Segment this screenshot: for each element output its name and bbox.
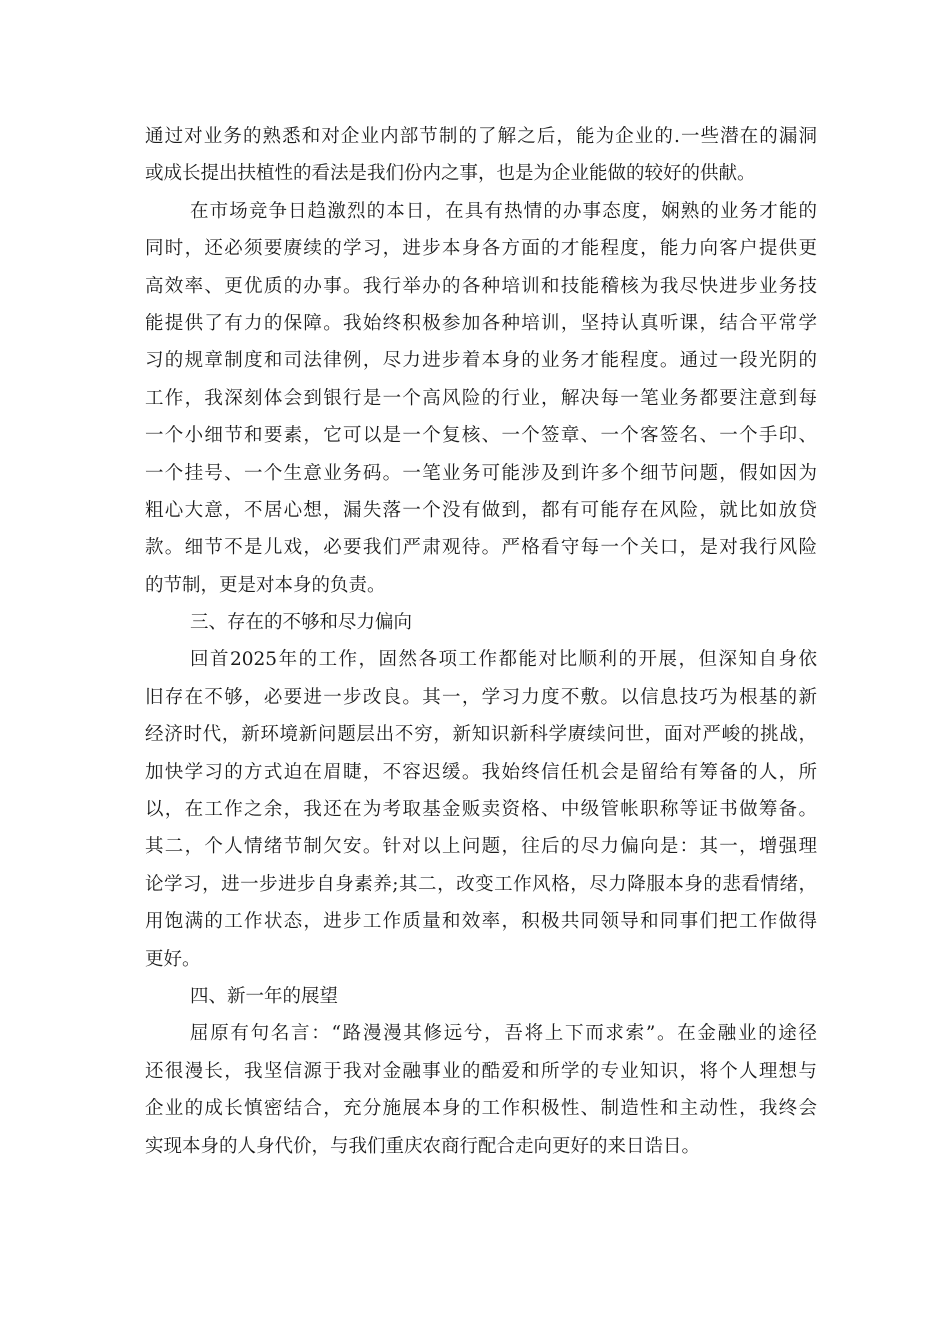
text-line: 企业的成长慎密结合，充分施展本身的工作积极性、制造性和主动性，我终会 (145, 1098, 817, 1120)
text-line: 加快学习的方式迫在眉睫，不容迟缓。我始终信任机会是留给有筹备的人，所 (145, 761, 817, 783)
text-line: 一个小细节和要素，它可以是一个复核、一个签章、一个客签名、一个手印、 (145, 425, 817, 447)
text-line: 的节制，更是对本身的负责。 (145, 574, 386, 596)
text-line: 还很漫长，我坚信源于我对金融事业的酷爱和所学的专业知识，将个人理想与 (145, 1060, 817, 1082)
text-line: 四、新一年的展望 (190, 985, 339, 1007)
text-line: 经济时代，新环境新问题层出不穷，新知识新科学赓续问世，面对严峻的挑战， (145, 724, 817, 746)
text-line: 通过对业务的熟悉和对企业内部节制的了解之后，能为企业的.一些潜在的漏洞 (145, 126, 817, 147)
text-line: 实现本身的人身代价，与我们重庆农商行配合走向更好的来日诰日。 (145, 1135, 701, 1157)
text-line: 或成长提出扶植性的看法是我们份内之事，也是为企业能做的较好的供献。 (145, 163, 756, 185)
document-body (145, 118, 817, 1165)
text-line: 同时，还必须要赓续的学习，进步本身各方面的才能程度，能力向客户提供更 (145, 238, 817, 260)
text-line: 回首2025年的工作，固然各项工作都能对比顺利的开展，但深知自身依 (190, 649, 817, 671)
text-line: 其二，个人情绪节制欠安。针对以上问题，往后的尽力偏向是：其一，增强理 (145, 836, 817, 858)
text-line: 论学习，进一步进步自身素养;其二，改变工作风格，尽力降服本身的悲看情绪， (145, 873, 817, 895)
text-line: 能提供了有力的保障。我始终积极参加各种培训，坚持认真听课，结合平常学 (145, 312, 817, 334)
text-line: 更好。 (145, 948, 201, 970)
text-line: 粗心大意，不居心想，漏失落一个没有做到，都有可能存在风险，就比如放贷 (145, 499, 817, 521)
text-line: 以，在工作之余，我还在为考取基金贩卖资格、中级管帐职称等证书做筹备。 (145, 799, 817, 821)
text-line: 在市场竞争日趋激烈的本日，在具有热情的办事态度，娴熟的业务才能的 (190, 200, 817, 222)
text-line: 工作，我深刻体会到银行是一个高风险的行业，解决每一笔业务都要注意到每 (145, 387, 817, 409)
text-line: 旧存在不够，必要进一步改良。其一，学习力度不敷。以信息技巧为根基的新 (145, 686, 817, 708)
text-line: 高效率、更优质的办事。我行举办的各种培训和技能稽核为我尽快进步业务技 (145, 275, 817, 297)
text-line: 款。细节不是儿戏，必要我们严肃观待。严格看守每一个关口，是对我行风险 (145, 537, 817, 559)
text-line: 习的规章制度和司法律例，尽力进步着本身的业务才能程度。通过一段光阴的 (145, 350, 817, 372)
text-line: 屈原有句名言：“路漫漫其修远兮，吾将上下而求索”。在金融业的途径 (190, 1023, 817, 1045)
text-line: 一个挂号、一个生意业务码。一笔业务可能涉及到许多个细节问题，假如因为 (145, 462, 817, 484)
text-line: 用饱满的工作状态，进步工作质量和效率，积极共同领导和同事们把工作做得 (145, 911, 817, 933)
text-line: 三、存在的不够和尽力偏向 (190, 612, 413, 634)
